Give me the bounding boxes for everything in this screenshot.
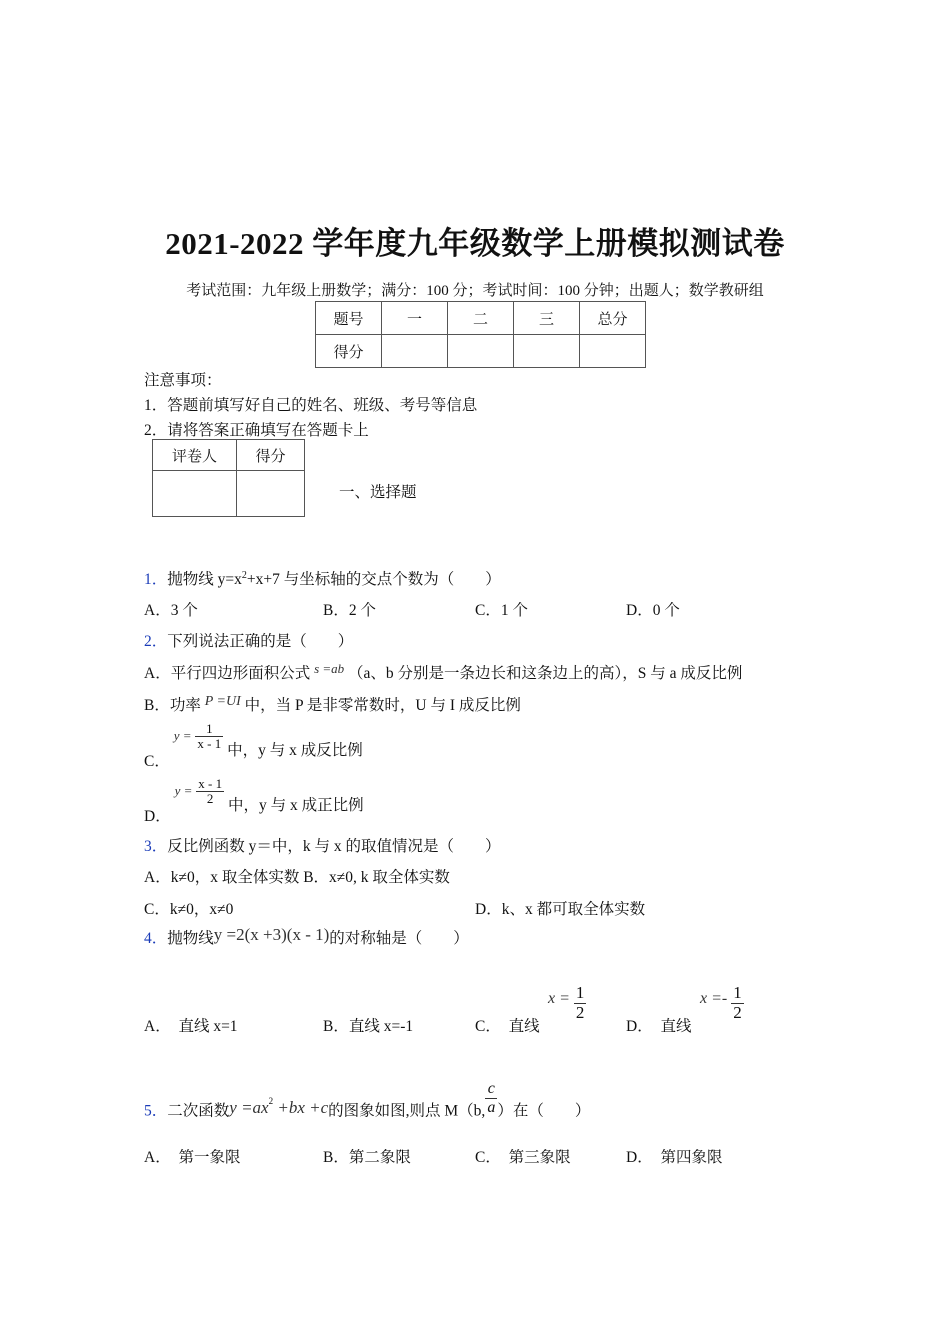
question-number: 1． xyxy=(144,571,168,588)
question-stem: 二次函数 xyxy=(167,1102,230,1120)
table-header-cell: 总分 xyxy=(580,302,646,335)
option-d: D． 第四象限 xyxy=(626,1149,723,1166)
numerator: c xyxy=(485,1080,497,1099)
fraction xyxy=(195,722,223,752)
option-c xyxy=(144,721,363,771)
score-cell xyxy=(382,335,448,368)
option-label: A．平行四边形面积公式 xyxy=(144,665,311,682)
numerator: x - 1 xyxy=(198,776,223,791)
grader-table xyxy=(152,439,305,517)
option-text: 中，y 与 x 成正比例 xyxy=(227,797,364,815)
option-d: D．0 个 xyxy=(626,602,680,619)
fraction xyxy=(731,984,744,1022)
option-text: （a、b 分别是一条边长和这条边上的高），S 与 a 成反比例 xyxy=(348,665,743,682)
formula: y = xyxy=(173,728,192,744)
denominator: 2 xyxy=(575,1002,585,1022)
table-header-cell: 题号 xyxy=(316,302,382,335)
question-stem: 抛物线 xyxy=(167,930,214,947)
option-c: C． 第三象限 xyxy=(475,1149,571,1166)
score-cell xyxy=(580,335,646,368)
option-label: D． xyxy=(144,808,171,826)
table-header-cell: 二 xyxy=(448,302,514,335)
grader-cell xyxy=(153,471,237,517)
score-table xyxy=(315,301,646,368)
notes-item: 2．请将答案正确填写在答题卡上 xyxy=(144,422,369,439)
option-text: 中，y 与 x 成反比例 xyxy=(227,742,363,760)
numerator: 1 xyxy=(733,983,742,1002)
formula: x =- xyxy=(700,989,728,1007)
denominator: a xyxy=(487,1098,496,1116)
denominator: 2 xyxy=(733,1002,742,1022)
table-row xyxy=(316,335,646,368)
question-3 xyxy=(144,834,501,856)
option-d: D． 直线 xyxy=(626,1018,692,1035)
question-2 xyxy=(144,629,353,651)
exam-info: 考试范围：九年级上册数学；满分：100 分；考试时间：100 分钟；出题人；数学教研组 xyxy=(186,283,764,299)
score-cell xyxy=(514,335,580,368)
question-stem: 的对称轴是（ ） xyxy=(329,930,469,947)
question-number: 2． xyxy=(144,633,168,650)
formula: x = xyxy=(548,989,570,1007)
option-b: B．直线 x=-1 xyxy=(323,1018,414,1035)
question-number: 3． xyxy=(144,838,168,855)
option-d xyxy=(144,776,364,826)
option-a: A． 第一象限 xyxy=(144,1149,241,1166)
question-stem: +x+7 与坐标轴的交点个数为（ ） xyxy=(246,571,501,588)
option-label: C． xyxy=(144,753,170,771)
question-number: 5． xyxy=(144,1102,168,1120)
option-c-formula xyxy=(548,984,586,1022)
grader-header: 评卷人 xyxy=(153,440,237,471)
table-row-label: 得分 xyxy=(316,335,382,368)
option-a xyxy=(144,661,742,683)
table-row xyxy=(316,302,646,335)
option-a: A． 直线 x=1 xyxy=(144,1018,238,1035)
formula: y =2(x +3)(x - 1) xyxy=(213,925,330,944)
option-label: B．功率 xyxy=(144,697,201,714)
formula: y =ax xyxy=(229,1097,269,1117)
table-row xyxy=(153,471,305,517)
option-c: C．k≠0，x≠0 xyxy=(144,901,234,918)
question-1 xyxy=(144,567,501,589)
question-stem: 抛物线 y=x xyxy=(167,571,242,588)
option-c: C．1 个 xyxy=(475,602,528,619)
option-b xyxy=(144,693,521,715)
option-text: 中，当 P 是非零常数时，U 与 I 成反比例 xyxy=(244,697,521,714)
question-stem: 反比例函数 y＝中，k 与 x 的取值情况是（ ） xyxy=(167,838,501,855)
option-b: B．2 个 xyxy=(323,602,376,619)
option-a: A．3 个 xyxy=(144,602,198,619)
question-stem: 下列说法正确的是（ ） xyxy=(167,633,354,650)
grader-cell xyxy=(237,471,305,517)
superscript: 2 xyxy=(241,569,247,581)
fraction xyxy=(574,984,587,1022)
table-header-cell: 三 xyxy=(514,302,580,335)
option-ab: A．k≠0，x 取全体实数 B．x≠0, k 取全体实数 xyxy=(144,869,450,886)
numerator: 1 xyxy=(195,722,223,737)
section-title: 一、选择题 xyxy=(339,484,417,501)
fraction xyxy=(196,777,224,807)
option-c: C． 直线 xyxy=(475,1018,540,1035)
denominator: 2 xyxy=(206,791,214,807)
page-title: 2021-2022 学年度九年级数学上册模拟测试卷 xyxy=(165,226,785,261)
denominator: x - 1 xyxy=(197,736,222,752)
superscript: 2 xyxy=(268,1095,274,1106)
formula: y = xyxy=(174,783,193,799)
question-number: 4． xyxy=(144,930,168,947)
fraction xyxy=(485,1080,497,1116)
grader-header: 得分 xyxy=(237,440,305,471)
question-4 xyxy=(144,926,469,948)
formula: s =ab xyxy=(314,661,345,676)
question-5 xyxy=(144,1080,591,1130)
question-stem: ）在（ ） xyxy=(497,1102,591,1120)
notes-item: 1．答题前填写好自己的姓名、班级、考号等信息 xyxy=(144,397,478,414)
numerator: 1 xyxy=(575,983,585,1002)
table-header-cell: 一 xyxy=(382,302,448,335)
question-stem: 的图象如图,则点 M（b, xyxy=(328,1102,486,1120)
formula: P =UI xyxy=(204,694,241,709)
option-b: B．第二象限 xyxy=(323,1149,411,1166)
score-cell xyxy=(448,335,514,368)
table-row xyxy=(153,440,305,471)
option-d: D．k、x 都可取全体实数 xyxy=(475,901,646,918)
option-d-formula xyxy=(700,984,744,1022)
notes-heading: 注意事项： xyxy=(144,372,222,389)
formula: +bx +c xyxy=(273,1097,329,1117)
